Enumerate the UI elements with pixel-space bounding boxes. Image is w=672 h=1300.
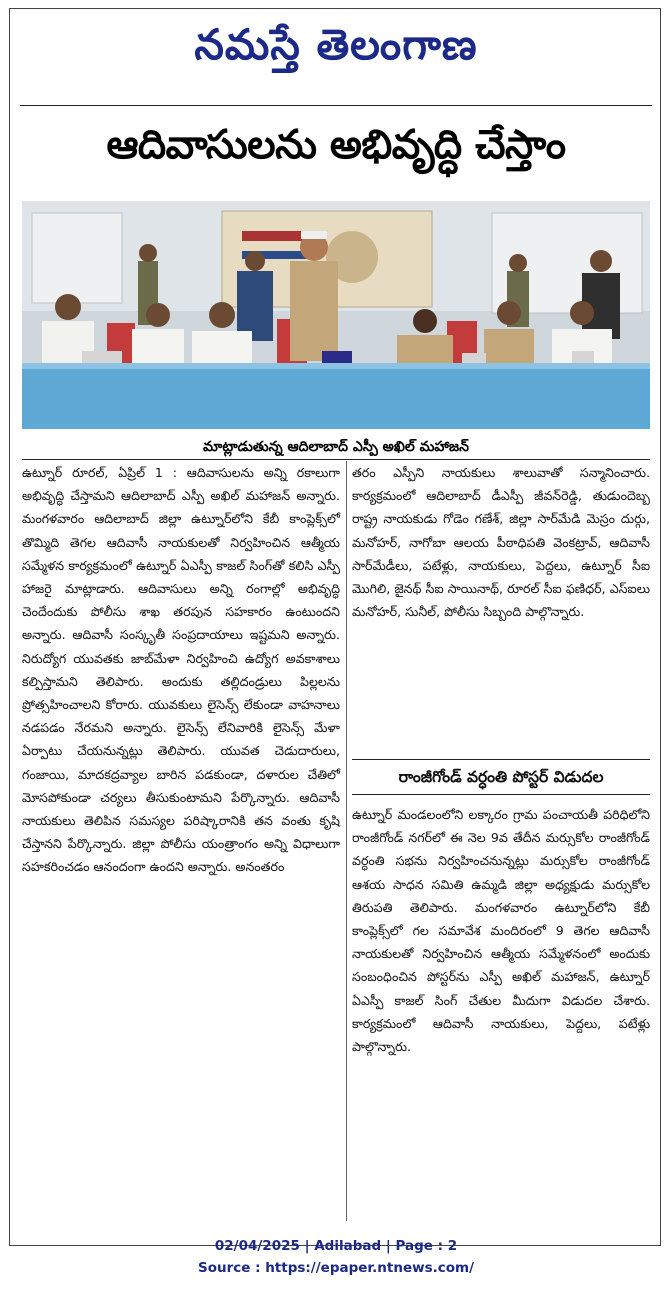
edition-dateline: 02/04/2025 | Adilabad | Page : 2 (214, 1238, 458, 1254)
caption-rule (22, 459, 650, 460)
article-column-1 (22, 461, 340, 879)
photo-caption: మాట్లాడుతున్న ఆదిలాబాద్ ఎస్పీ అఖిల్ మహాజన్ (203, 439, 469, 455)
source-url[interactable]: Source : https://epaper.ntnews.com/ (197, 1260, 475, 1276)
secondary-article-paragraph: ఉట్నూర్ మండలంలోని లక్కారం గ్రామ పంచాయతీ పరిధిలోని రాంజీగోండ్ నగర్‌లో ఈ నెల 9వ తేదీన మర్సుకోల రాంజీగోండ్ వర్ధంతి సభను నిర్వహించనున్నట్లు మర్సుకోల రాంజీగోండ్ ఆశయ సాధన సమితి ఉమ్మడి జిల్లా అధ్యక్షుడు మర్సుకోల తిరుపతి తెలిపారు. మంగళవారం ఉట్నూర్‌లోని కేబీ కాంప్లెక్స్‌లో గల సమావేశ మందిరంలో 9 తెగల ఆదివాసీ నాయకులతో నిర్వహించిన ఆత్మీయ సమ్మేళనంలో అందుకు సంబంధించిన పోస్టర్‌ను ఎస్పీ అఖిల్ మహాజన్, ఉట్నూర్ ఏఎస్పీ కాజల్ సింగ్ చేతుల మీదుగా విడుదల చేశారు. కార్యక్రమంలో ఆదివాసీ నాయకులు, పెద్దలు, పటేళ్లు పాల్గొన్నారు. (352, 807, 650, 1055)
secondary-article-column (352, 803, 650, 1058)
secondary-headline: రాంజీగోండ్ వర్ధంతి పోస్టర్ విడుదల (352, 759, 650, 795)
article-body-paragraph: ఉట్నూర్ రూరల్, ఏప్రిల్ 1 : ఆదివాసులను అన్ని రకాలుగా అభివృద్ధి చేస్తామని ఆదిలాబాద్ ఎస్పీ అఖిల్ మహాజన్ అన్నారు. మంగళవారం ఆదిలాబాద్ జిల్లా ఉట్నూర్‌లోని కేబీ కాంప్లెక్స్‌లో తొమ్మిది తెగల ఆదివాసీ నాయకులతో నిర్వహించిన ఆత్మీయ సమ్మేళన కార్యక్రమంలో ఉట్నూర్ ఏఎస్పీ కాజల్ సింగ్‌తో కలిసి ఎస్పీ హాజరై మాట్లాడారు. ఆదివాసులు అన్ని రంగాల్లో అభివృద్ధి చెందేందుకు పోలీసు శాఖ తరపున సహకారం ఉంటుందని అన్నారు. ఆదివాసీ సంస్కృతీ సంప్రదాయాలు ఇష్టమని అన్నారు. నిరుద్యోగ యువతకు జాబ్‌మేళా నిర్వహించి ఉద్యోగ అవకాశాలు కల్పిస్తామని తెలిపారు. అందుకు తల్లిదండ్రులు పిల్లలను ప్రోత్సహించాలని కోరారు. యువకులు లైసెన్స్ లేకుండా వాహనాలు నడపడం నేరమని అన్నారు. లైసెన్స్ లేనివారికి లైసెన్స్ మేళా ఏర్పాటు చేయనున్నట్లు తెలిపారు. యువత చెడుదారులు, గంజాయి, మాదకద్రవ్యాల బారిన పడకుండా, దళారుల చేతిలో మోసపోకుండా చర్యలు తీసుకుంటామని పేర్కొన్నారు. ఆదివాసీ నాయకులు తెలిపిన సమస్యల పరిష్కారానికి తన వంతు కృషి చేస్తానని పేర్కొన్నారు. జిల్లా పోలీసు యంత్రాంగం అన్ని విధాలుగా సహకరించడం ఆనందంగా ఉందని అన్నారు. అనంతరం (22, 465, 340, 875)
article-body-paragraph-continued: తరం ఎస్పీని నాయకులు శాలువాతో సన్మానించారు. కార్యక్రమంలో ఆదిలాబాద్ డీఎస్పీ జీవన్‌రెడ్డి, తుడుందెబ్బ రాష్ట్ర నాయకుడు గోడెం గణేశ్, జిల్లా సార్‌మేడి మెస్రం దుర్గు, మనోహర్, నాగోబా ఆలయ పీఠాధిపతి వెంకట్రావ్, ఆదివాసీ సార్‌మేడీలు, పటేళ్లు, నాయకులు, పెద్దలు, ఉట్నూర్ సీఐ మొగిలి, జైనథ్ సీఐ సాయినాథ్, రూరల్ సీఐ ఫణిధర్, ఎస్ఐలు మనోహర్, సునీల్, పోలీసు సిబ్బంది పాల్గొన్నారు. (352, 465, 650, 620)
news-photo (22, 201, 650, 429)
article-column-2 (352, 461, 650, 623)
article-headline: ఆదివాసులను అభివృద్ధి చేస్తాం (106, 122, 566, 168)
masthead-rule (20, 105, 652, 106)
meeting-photo-illustration (22, 201, 650, 429)
newspaper-clipping-frame (9, 8, 661, 1246)
newspaper-masthead: నమస్తే తెలంగాణ (194, 20, 478, 69)
column-divider (346, 461, 347, 1221)
